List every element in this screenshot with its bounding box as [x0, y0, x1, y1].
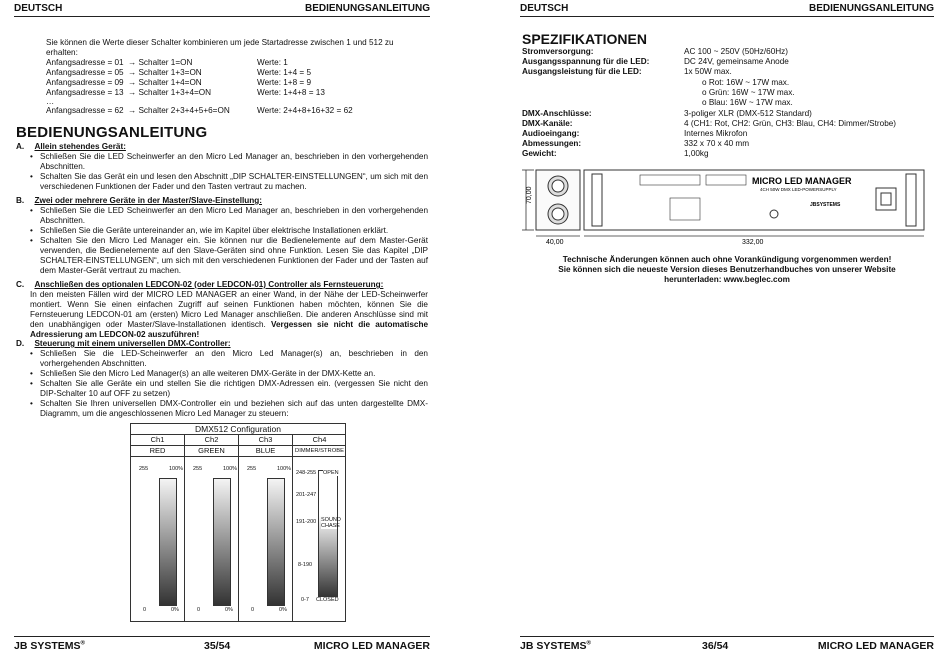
ch4-range: 201-247: [296, 492, 317, 498]
registered-mark: ®: [586, 640, 591, 647]
combo-switch: → Schalter 1+3+4=ON: [128, 88, 212, 97]
dmx-function: DIMMER/STROBE: [295, 448, 344, 454]
fader-min-percent: 0%: [225, 607, 233, 613]
subsection-b-title: Zwei oder mehrere Geräte in der Master/Slave-Einstellung:: [34, 196, 262, 205]
footer-brand: JB SYSTEMS®: [14, 640, 85, 652]
footer-page-number: 35/54: [204, 640, 231, 652]
right-page: [520, 0, 934, 654]
subsection-d-list: [28, 349, 428, 419]
ch4-label-sound-chase: SOUND CHASE: [321, 517, 341, 529]
ch4-range: 248-255: [296, 470, 317, 476]
combo-switch: → Schalter 1+3=ON: [128, 68, 202, 77]
list-item: • Schalten Sie alle Geräte ein und stellen Sie die richtigen DMX-Adressen ein. (vergessen Sie nicht den DIP-Schalter 10 auf OFF zu setzen): [28, 379, 428, 399]
dmx-function: GREEN: [185, 446, 239, 456]
list-item: • Schließen Sie die LED Scheinwerfer an den Micro Led Manager an, beschrieben in den vorhergehenden Abschnitten.: [28, 152, 428, 172]
spec-value: 1x 50W max.: [684, 67, 732, 76]
footer-product: MICRO LED MANAGER: [817, 640, 934, 652]
list-item: • Schließen Sie die LED-Scheinwerfer an den Micro Led Manager(s) an, beschrieben in den vorhergehenden Abschnitten.: [28, 349, 428, 369]
fader-max-value: 255: [193, 466, 203, 472]
combo-switch: → Schalter 1=ON: [128, 58, 193, 67]
device-brand: JBSYSTEMS: [810, 202, 841, 208]
registered-mark: ®: [80, 640, 85, 647]
subsection-a-heading: [16, 142, 126, 151]
note-line: herunterladen: www.beglec.com: [664, 275, 790, 284]
header-language: DEUTSCH: [14, 3, 63, 14]
fader-red: [159, 478, 177, 606]
spec-key: Ausgangsleistung für die LED:: [522, 67, 642, 76]
ch4-label-open: OPEN: [323, 470, 339, 476]
fader-blue: [267, 478, 285, 606]
header-title: BEDIENUNGSANLEITUNG: [808, 3, 934, 14]
dim-height-label: 70,00: [526, 186, 533, 204]
spec-key: Audioeingang:: [522, 129, 580, 138]
combo-value: Werte: 1: [257, 58, 288, 67]
spec-key: DMX-Anschlüsse:: [522, 109, 592, 118]
subsection-d-title: Steuerung mit einem universellen DMX-Controller:: [34, 339, 231, 348]
header-language: DEUTSCH: [520, 3, 569, 14]
dmx-function-row: [131, 446, 345, 457]
fader-max-value: 255: [139, 466, 149, 472]
subsection-a-list: [28, 152, 428, 192]
ch4-label-closed: CLOSED: [316, 597, 339, 603]
footer-page-number: 36/54: [702, 640, 729, 652]
fader-max-percent: 100%: [223, 466, 238, 472]
spec-value: Internes Mikrofon: [684, 129, 748, 138]
spec-value: 332 x 70 x 40 mm: [684, 139, 750, 148]
combo-value: Werte: 2+4+8+16+32 = 62: [257, 106, 353, 115]
intro-text: Sie können die Werte dieser Schalter kombinieren um jede Startadresse zwischen 1 und 512 zu erhalten:: [46, 38, 394, 57]
list-item: • Schließen Sie den Micro Led Manager(s) an alle weiteren DMX-Geräte in der DMX-Kette an.: [28, 369, 428, 379]
device-subtitle: 4CH 50W DMX LED-POWERSUPPLY: [760, 187, 837, 192]
list-item: • Schalten Sie den Micro Led Manager ein. Sie können nur die Bedienelemente auf dem Master-Gerät verwenden, die Bedienelemente auf den Slave-Geräten sind ohne Funktion. Lesen Sie das Kapitel „DIP SCHALTER-EINSTELLUNGEN“, um sich mit den verschiedenen Funktionen der Fader und der Tasten auf dem Master-Gerät vertraut zu machen.: [28, 236, 428, 276]
page-header: [14, 2, 430, 17]
header-title: BEDIENUNGSANLEITUNG: [304, 3, 430, 14]
spec-value: o Rot: 16W ~ 17W max.: [702, 78, 790, 87]
footer-product: MICRO LED MANAGER: [313, 640, 430, 652]
device-name: MICRO LED MANAGER: [752, 176, 852, 186]
spec-key: DMX-Kanäle:: [522, 119, 573, 128]
spec-value: 1,00kg: [684, 149, 709, 158]
subsection-d-heading: [16, 339, 231, 348]
note-line: Technische Änderungen können auch ohne Vorankündigung vorgenommen werden!: [562, 255, 892, 264]
fader-max-percent: 100%: [277, 466, 292, 472]
spec-value: AC 100 ~ 250V (50Hz/60Hz): [684, 47, 788, 56]
subsection-c-label: C.: [16, 280, 25, 289]
ch4-range: 8-190: [298, 562, 313, 568]
subsection-c-body: In den meisten Fällen wird der MICRO LED MANAGER an einer Wand, in der Nähe der LED-Scheinwerfer montiert. Wenn Sie einen einfachen Zugriff auf seinen Funktionen haben möchten, können Sie die Fernsteuerung LEDCON-01 am (ersten) Micro Led Manager anschließen. Die anderen Anschlüsse sind mit den unabhängigen oder Master/Slave-Installationen identisch.: [30, 290, 428, 329]
spec-key: Ausgangsspannung für die LED:: [522, 57, 650, 66]
subsection-b-label: B.: [16, 196, 25, 205]
page-footer: [14, 636, 430, 653]
spec-value: o Blau: 16W ~ 17W max.: [702, 98, 793, 107]
combo-switch: → Schalter 1+4=ON: [128, 78, 202, 87]
dmx-configuration-diagram: [130, 423, 346, 622]
subsection-d-label: D.: [16, 339, 25, 348]
dmx-title: DMX512 Configuration: [131, 424, 345, 435]
combo-address: Anfangsadresse = 05: [46, 68, 124, 77]
subsection-c-text: [30, 290, 428, 340]
section-title: SPEZIFIKATIONEN: [522, 31, 647, 47]
subsection-c-heading: [16, 280, 383, 289]
spec-key: Abmessungen:: [522, 139, 582, 148]
disclaimer-note: [520, 255, 934, 285]
ch4-range: 0-7: [301, 597, 309, 603]
ch4-range: 191-200: [296, 519, 317, 525]
combo-ellipsis: …: [46, 97, 55, 106]
combo-address: Anfangsadresse = 01: [46, 58, 124, 67]
fader-min-percent: 0%: [279, 607, 287, 613]
combo-address: Anfangsadresse = 09: [46, 78, 124, 87]
page-header: [520, 2, 934, 17]
spec-value: DC 24V, gemeinsame Anode: [684, 57, 789, 66]
spec-key: Stromversorgung:: [522, 47, 594, 56]
subsection-c-warning: Vergessen sie nicht die automatische Adressierung am LEDCON-02 auszuführen!: [30, 320, 428, 339]
dmx-channel: Ch2: [185, 435, 239, 445]
subsection-b-heading: [16, 196, 262, 205]
dmx-channel-row: [131, 435, 345, 446]
spec-value: 3-poliger XLR (DMX-512 Standard): [684, 109, 812, 118]
left-page: [14, 0, 430, 654]
spec-key: Gewicht:: [522, 149, 557, 158]
spec-value: o Grün: 16W ~ 17W max.: [702, 88, 795, 97]
combo-address: Anfangsadresse = 62: [46, 106, 124, 115]
combo-value: Werte: 1+4+8 = 13: [257, 88, 325, 97]
fader-min-value: 0: [251, 607, 255, 613]
dmx-channel: Ch3: [239, 435, 293, 445]
combo-address: Anfangsadresse = 13: [46, 88, 124, 97]
spec-value: 4 (CH1: Rot, CH2: Grün, CH3: Blau, CH4: Dimmer/Strobe): [684, 119, 897, 128]
dmx-channel: Ch1: [131, 435, 185, 445]
dmx-function: BLUE: [239, 446, 293, 456]
dim-depth-label: 40,00: [546, 239, 564, 246]
page-footer: [520, 636, 934, 653]
note-line: Sie können sich die neueste Version dieses Benutzerhandbuches von unserer Website: [558, 265, 896, 274]
dmx-channel: Ch4: [312, 435, 327, 444]
footer-brand: JB SYSTEMS®: [520, 640, 591, 652]
device-dimension-drawing: [520, 166, 934, 246]
combo-switch: → Schalter 2+3+4+5+6=ON: [128, 106, 230, 115]
fader-min-value: 0: [197, 607, 201, 613]
list-item: • Schalten Sie das Gerät ein und lesen den Abschnitt „DIP SCHALTER-EINSTELLUNGEN“, um sich mit den verschiedenen Funktionen der Fader und den Tasten vertraut zu machen.: [28, 172, 428, 192]
subsection-c-title: Anschließen des optionalen LEDCON-02 (oder LEDCON-01) Controller als Fernsteuerung:: [34, 280, 384, 289]
list-item: • Schließen Sie die Geräte untereinander an, wie im Kapitel über elektrische Installationen erklärt.: [28, 226, 428, 236]
fader-max-value: 255: [247, 466, 257, 472]
dmx-function: RED: [131, 446, 185, 456]
subsection-b-list: [28, 206, 428, 276]
list-item: • Schalten Sie Ihren universellen DMX-Controller ein und beziehen sich auf das unten dargestellte DMX-Diagramm, um die angeschlossenen Micro Led Manager zu steuern:: [28, 399, 428, 419]
fader-green: [213, 478, 231, 606]
dim-length-label: 332,00: [742, 239, 764, 246]
subsection-a-title: Allein stehendes Gerät:: [34, 142, 126, 151]
fader-max-percent: 100%: [169, 466, 184, 472]
combo-value: Werte: 1+4 = 5: [257, 68, 312, 77]
fader-min-percent: 0%: [171, 607, 179, 613]
combo-value: Werte: 1+8 = 9: [257, 78, 312, 87]
section-title: BEDIENUNGSANLEITUNG: [16, 124, 208, 141]
fader-min-value: 0: [143, 607, 147, 613]
list-item: • Schließen Sie die LED Scheinwerfer an den Micro Led Manager an, beschrieben in den vorhergehenden Abschnitten.: [28, 206, 428, 226]
subsection-a-label: A.: [16, 142, 25, 151]
fader-dimmer-strobe: [318, 470, 341, 598]
